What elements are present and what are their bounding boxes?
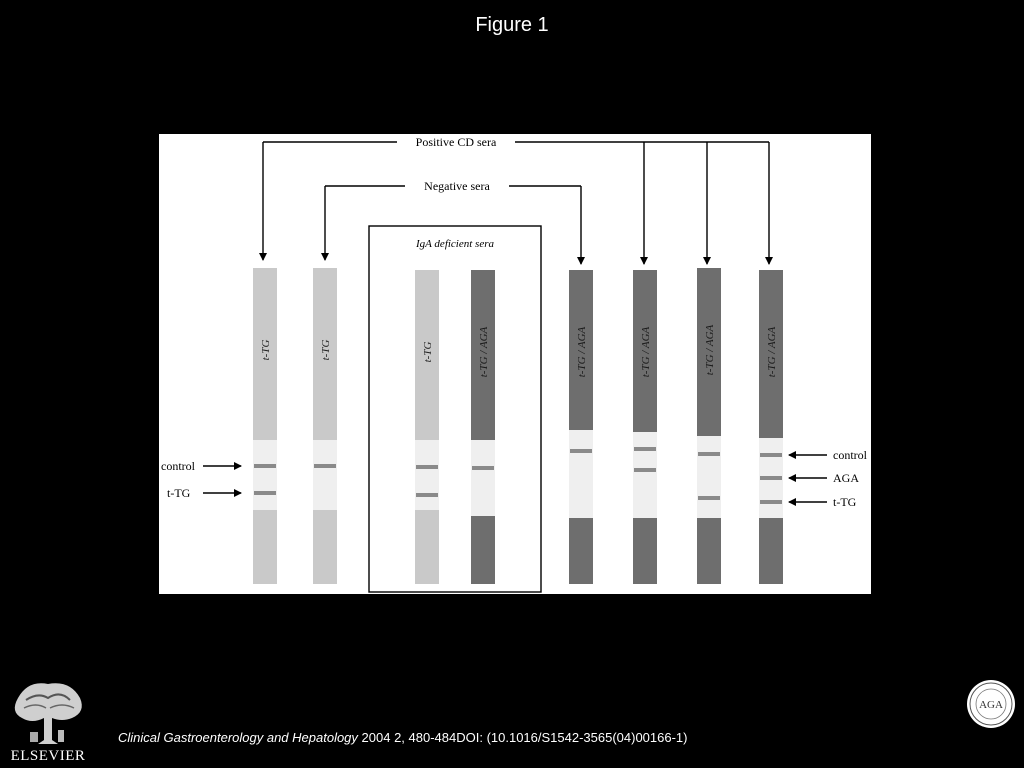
right-label-aga: AGA (833, 471, 859, 485)
test-strip (471, 270, 495, 584)
strip-band (570, 449, 592, 453)
positive-sera-label: Positive CD sera (415, 135, 497, 149)
strip-body (253, 268, 277, 584)
test-strip (415, 270, 439, 584)
strip-body (313, 268, 337, 584)
strip-label: t-TG (260, 339, 272, 361)
strip-band (254, 464, 276, 468)
strip-band (416, 493, 438, 497)
strip-body (471, 270, 495, 584)
left-band-labels (161, 459, 241, 500)
figure-diagram (159, 134, 871, 594)
strip-band (698, 496, 720, 500)
aga-seal-icon (966, 679, 1016, 729)
elsevier-tree-icon (8, 678, 88, 750)
strip-label: t-TG / AGA (478, 326, 490, 378)
iga-deficient-label: IgA deficient sera (416, 238, 494, 250)
strip-window (253, 440, 277, 510)
strip-body (633, 270, 657, 584)
aga-seal-text: AGA (979, 699, 1003, 711)
strip-band (634, 468, 656, 472)
strip-window (633, 432, 657, 518)
strip-body (759, 270, 783, 584)
right-label-control: control (833, 448, 867, 462)
strip-band (416, 465, 438, 469)
strip-label: t-TG / AGA (640, 326, 652, 378)
strip-label: t-TG (320, 339, 332, 361)
strip-label: t-TG / AGA (576, 326, 588, 378)
strip-window (697, 436, 721, 518)
test-strip (759, 270, 783, 584)
negative-sera-connector (325, 186, 581, 264)
strip-band (760, 500, 782, 504)
strip-band (254, 491, 276, 495)
negative-sera-label: Negative sera (424, 179, 490, 193)
elsevier-logo (8, 678, 88, 766)
left-label-control: control (161, 459, 195, 473)
test-strip (569, 270, 593, 584)
strip-label: t-TG (422, 341, 434, 363)
strip-body (569, 270, 593, 584)
slide-title: Figure 1 (475, 14, 549, 36)
test-strip (313, 268, 337, 584)
iga-deficient-box (369, 226, 541, 592)
strip-band (698, 452, 720, 456)
strip-body (697, 268, 721, 584)
caption-journal: Clinical Gastroenterology and Hepatology (118, 730, 358, 745)
right-band-labels (789, 448, 868, 509)
figure-panel (159, 134, 871, 594)
strip-band (760, 453, 782, 457)
strip-label: t-TG / AGA (766, 326, 778, 378)
right-label-ttg: t-TG (833, 495, 857, 509)
caption-citation: 2004 2, 480-484DOI: (10.1016/S1542-3565(04)00166-1) (357, 730, 688, 745)
left-label-ttg: t-TG (167, 486, 191, 500)
strip-label: t-TG / AGA (704, 324, 716, 376)
figure-caption (118, 730, 688, 745)
strip-window (313, 440, 337, 510)
strip-band (472, 466, 494, 470)
strip-window (415, 440, 439, 510)
strip-band (634, 447, 656, 451)
strip-band (314, 464, 336, 468)
strip-window (471, 440, 495, 516)
test-strip (253, 268, 277, 584)
strip-band (760, 476, 782, 480)
strip-body (415, 270, 439, 584)
test-strips (253, 268, 783, 584)
strip-window (569, 430, 593, 518)
positive-sera-connector (263, 142, 769, 264)
test-strip (697, 268, 721, 584)
elsevier-wordmark: ELSEVIER (10, 748, 86, 764)
test-strip (633, 270, 657, 584)
